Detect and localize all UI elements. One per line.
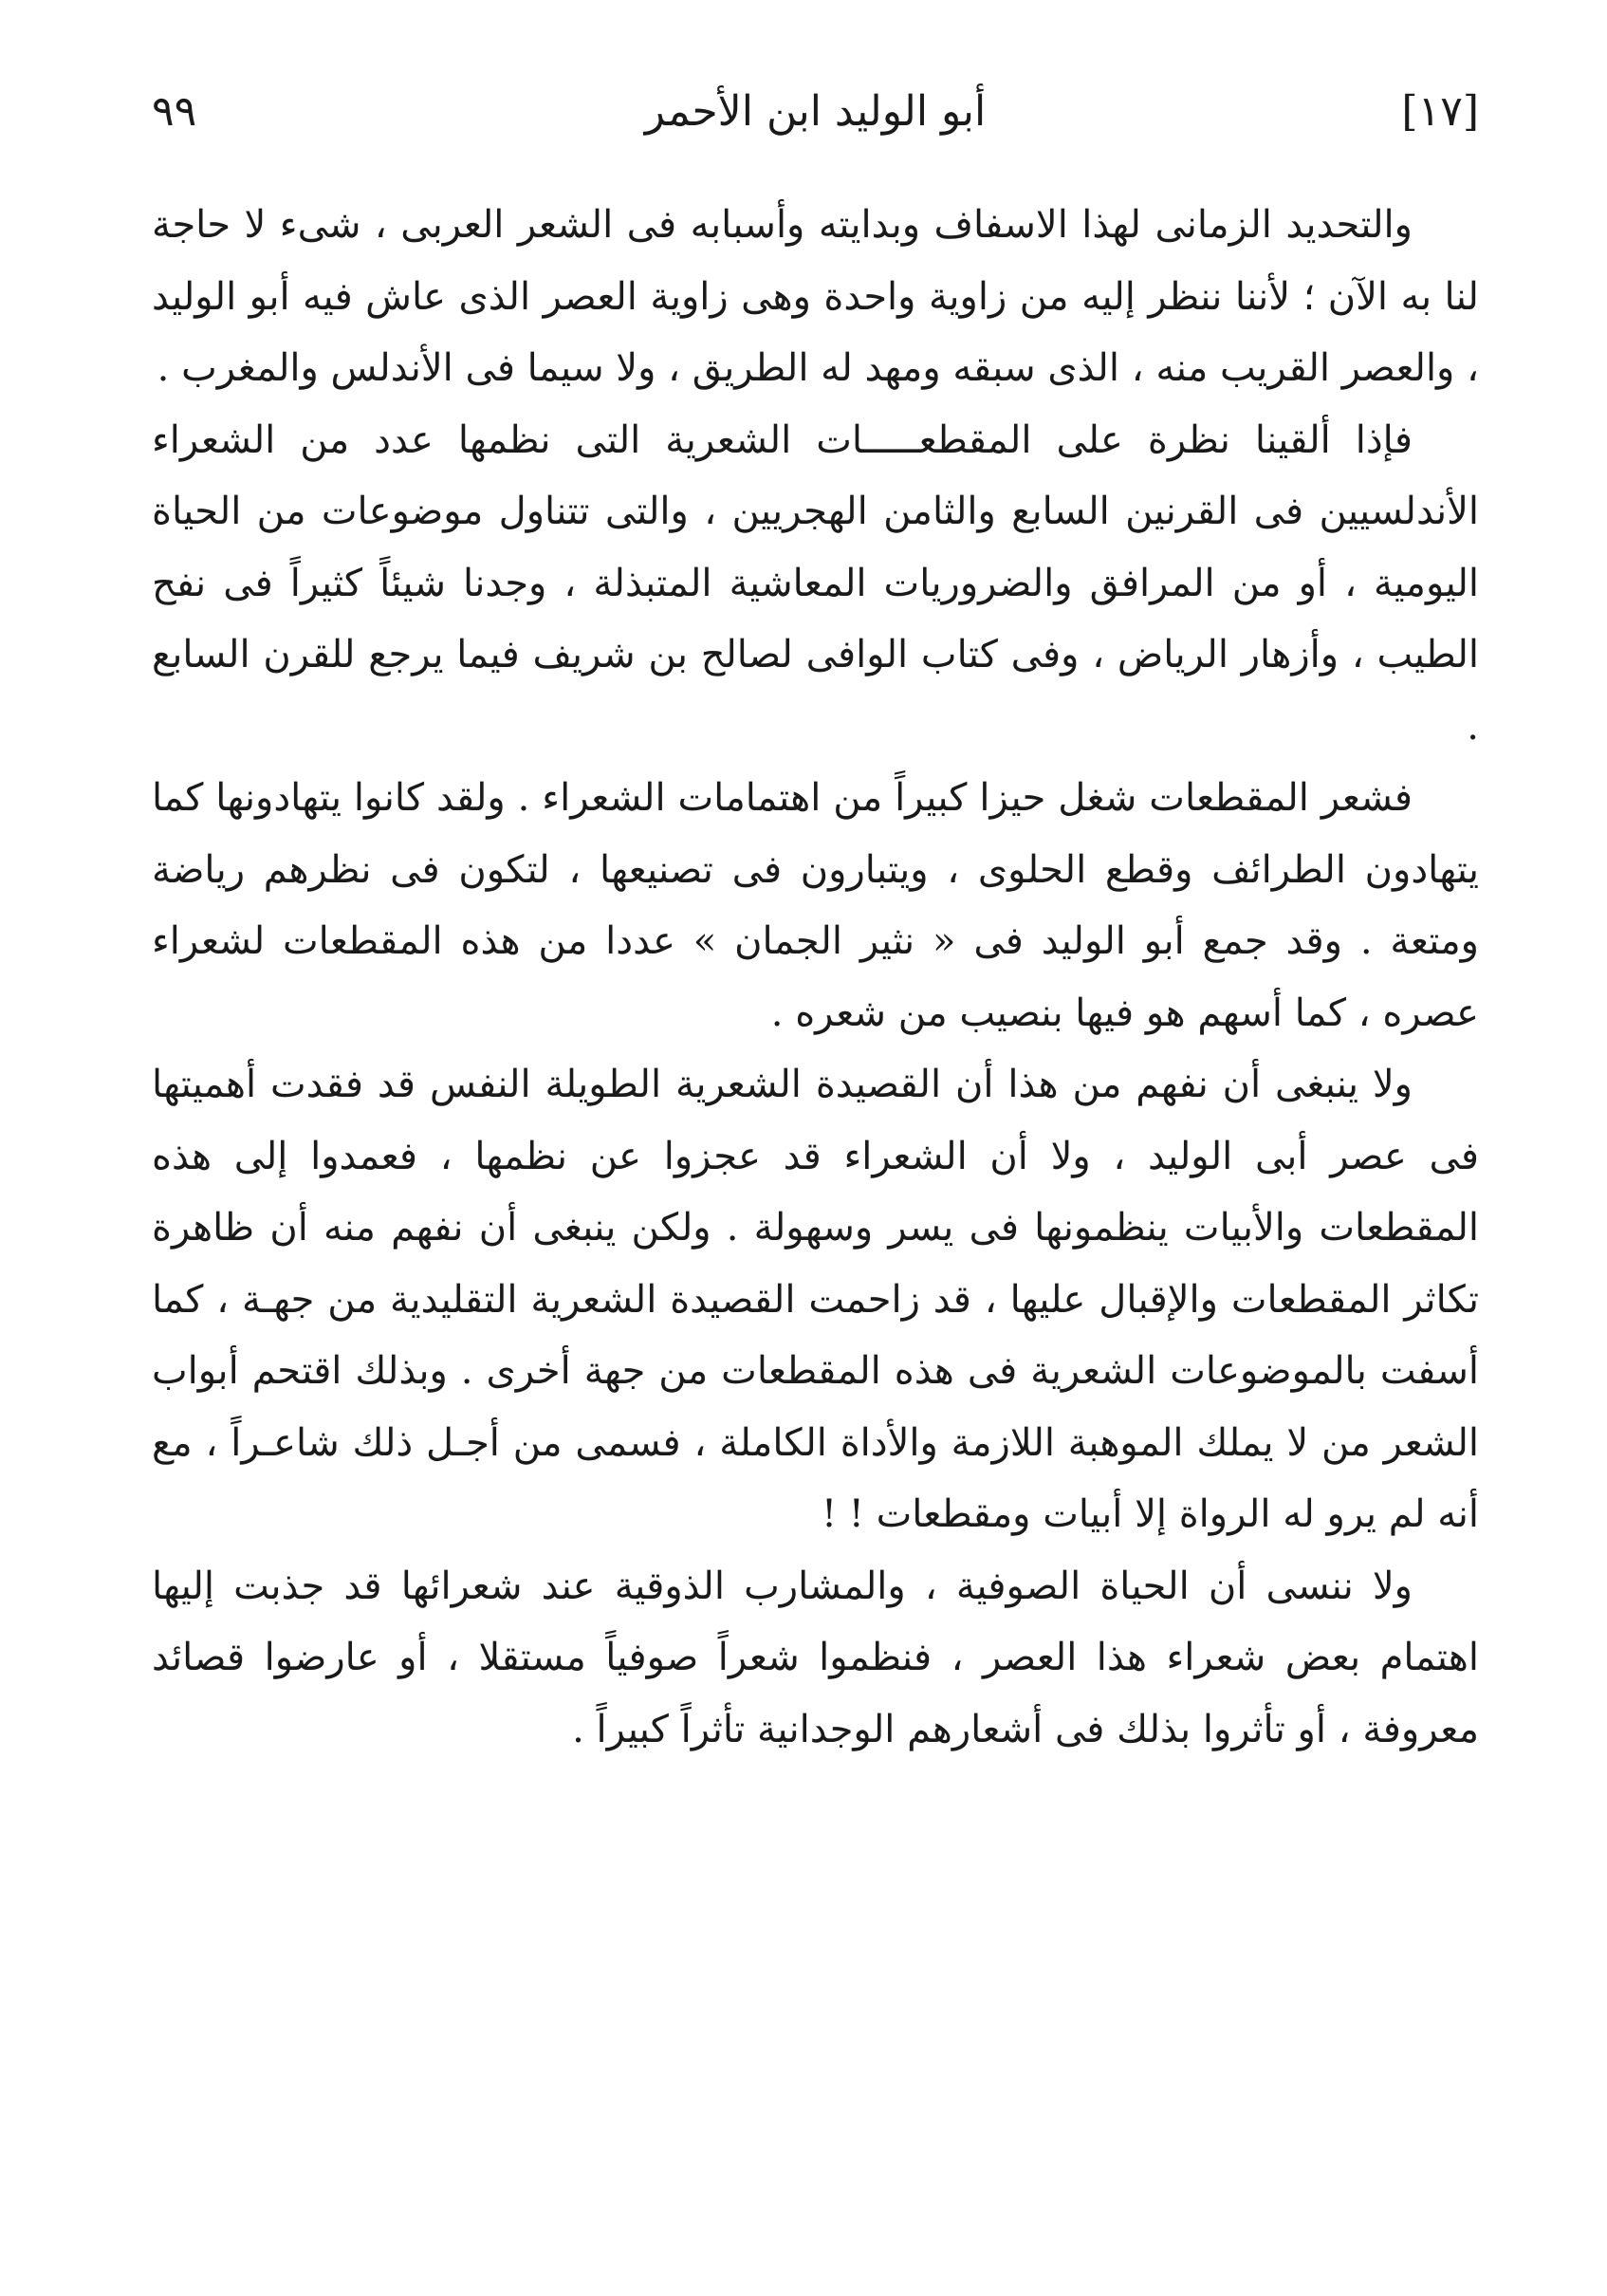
running-title: أبو الوليد ابن الأحمر — [644, 87, 987, 136]
paragraph: ولا ننسى أن الحياة الصوفية ، والمشارب الذوقية عند شعرائها قد جذبت إليها اهتمام بعض شعراء هذا العصر ، فنظموا شعراً صوفياً مستقلا ، أو عارضوا قصائد معروفة ، أو تأثروا بذلك فى أشعارهم الوجدانية تأثراً كبيراً . — [152, 1564, 1480, 1751]
page-number: ٩٩ — [152, 87, 197, 136]
body-text — [152, 190, 1479, 1766]
paragraph: فشعر المقطعات شغل حيزا كبيراً من اهتمامات الشعراء . ولقد كانوا يتهادونها كما يتهادون الطرائف وقطع الحلوى ، ويتبارون فى تصنيعها ، لتكون فى نظرهم رياضة ومتعة . وقد جمع أبو الوليد فى « نثير الجمان » عددا من هذه المقطعات لشعراء عصره ، كما أسهم هو فيها بنصيب من شعره . — [152, 776, 1479, 1035]
paragraph: والتحديد الزمانى لهذا الاسفاف وبدايته وأسبابه فى الشعر العربى ، شىء لا حاجة لنا به الآن ؛ لأننا ننظر إليه من زاوية واحدة وهى زاوية العصر الذى عاش فيه أبو الوليد ، والعصر القريب منه ، الذى سبقه ومهد له الطريق ، ولا سيما فى الأندلس والمغرب . — [152, 203, 1479, 390]
paragraph: فإذا ألقينا نظرة على المقطعـــــات الشعرية التى نظمها عدد من الشعراء الأندلسيين فى القرنين السابع والثامن الهجريين ، والتى تتناول موضوعات من الحياة اليومية ، أو من المرافق والضروريات المعاشية المتبذلة ، وجدنا شيئاً كثيراً فى نفح الطيب ، وأزهار الرياض ، وفى كتاب الوافى لصالح بن شريف فيما يرجع للقرن السابع . — [152, 417, 1479, 749]
paragraph: ولا ينبغى أن نفهم من هذا أن القصيدة الشعرية الطويلة النفس قد فقدت أهميتها فى عصر أبى الوليد ، ولا أن الشعراء قد عجزوا عن نظمها ، فعمدوا إلى هذه المقطعات والأبيات ينظمونها فى يسر وسهولة . ولكن ينبغى أن نفهم منه أن ظاهرة تكاثر المقطعات والإقبال عليها ، قد زاحمت القصيدة الشعرية التقليدية من جهـة ، كما أسفت بالموضوعات الشعرية فى هذه المقطعات من جهة أخرى . وبذلك اقتحم أبواب الشعر من لا يملك الموهبة اللازمة والأداة الكاملة ، فسمى من أجـل ذلك شاعـراً ، مع أنه لم يرو له الرواة إلا أبيات ومقطعات ! ! — [152, 1063, 1480, 1536]
running-header — [152, 74, 1479, 150]
section-number: [١٧] — [1401, 87, 1479, 136]
